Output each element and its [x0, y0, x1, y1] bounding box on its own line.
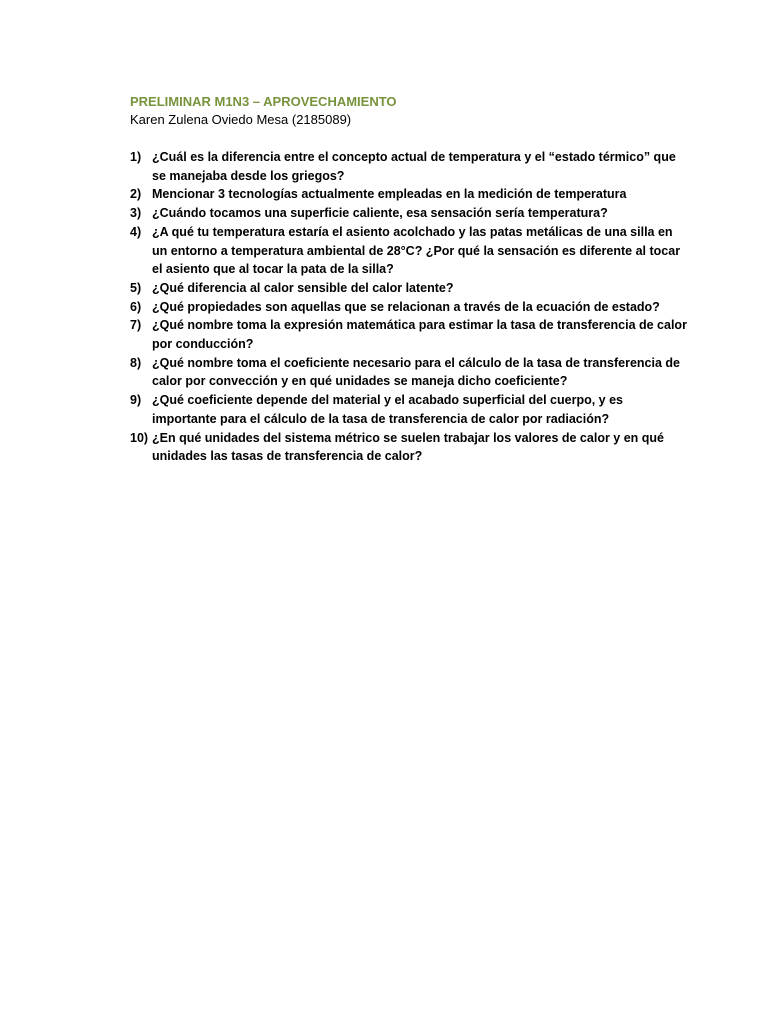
question-number: 8)	[130, 355, 142, 370]
question-text: ¿Qué nombre toma el coeficiente necesario para el cálculo de la tasa de transferencia de calor por convección y en qué unidades se maneja dicho coeficiente?	[152, 355, 680, 389]
author-line: Karen Zulena Oviedo Mesa (2185089)	[130, 112, 352, 127]
question-number: 6)	[130, 299, 142, 314]
question-item	[130, 204, 690, 223]
question-item	[130, 316, 690, 353]
question-text: ¿Qué coeficiente depende del material y el acabado superficial del cuerpo, y es importante para el cálculo de la tasa de transferencia de calor por radiación?	[152, 393, 624, 426]
question-item	[130, 185, 690, 204]
question-text: ¿Cuándo tocamos una superficie caliente, esa sensación sería temperatura?	[152, 206, 608, 221]
question-item	[130, 391, 690, 428]
question-text: ¿En qué unidades del sistema métrico se suelen trabajar los valores de calor y en qué unidades las tasas de transferencia de calor?	[152, 430, 664, 464]
question-number: 10)	[130, 430, 149, 445]
question-number: 7)	[130, 318, 142, 333]
question-number: 1)	[130, 150, 142, 164]
question-number: 9)	[130, 393, 142, 408]
question-text: ¿Qué nombre toma la expresión matemática para estimar la tasa de transferencia de calor por conducción?	[152, 318, 687, 352]
question-list	[130, 148, 690, 466]
question-item	[130, 148, 690, 185]
question-item	[130, 354, 690, 391]
question-number: 5)	[130, 280, 142, 295]
question-number: 4)	[130, 224, 142, 239]
document-title: PRELIMINAR M1N3 – APROVECHAMIENTO	[130, 94, 397, 109]
question-item	[130, 279, 690, 298]
question-text: Mencionar 3 tecnologías actualmente empleadas en la medición de temperatura	[152, 187, 627, 202]
question-number: 3)	[130, 206, 142, 221]
question-text: ¿Cuál es la diferencia entre el concepto actual de temperatura y el “estado térmico” que se manejaba desde los griegos?	[152, 150, 676, 183]
question-item	[130, 429, 690, 466]
question-item	[130, 298, 690, 317]
question-text: ¿Qué propiedades son aquellas que se relacionan a través de la ecuación de estado?	[152, 299, 660, 314]
question-text: ¿Qué diferencia al calor sensible del calor latente?	[152, 280, 454, 295]
document-content	[130, 93, 690, 466]
question-text: ¿A qué tu temperatura estaría el asiento acolchado y las patas metálicas de una silla en un entorno a temperatura ambiental de 28°C? ¿Por qué la sensación es diferente al tocar el asiento que al tocar la pata de la silla?	[152, 224, 681, 277]
question-item	[130, 223, 690, 279]
question-number: 2)	[130, 187, 142, 202]
